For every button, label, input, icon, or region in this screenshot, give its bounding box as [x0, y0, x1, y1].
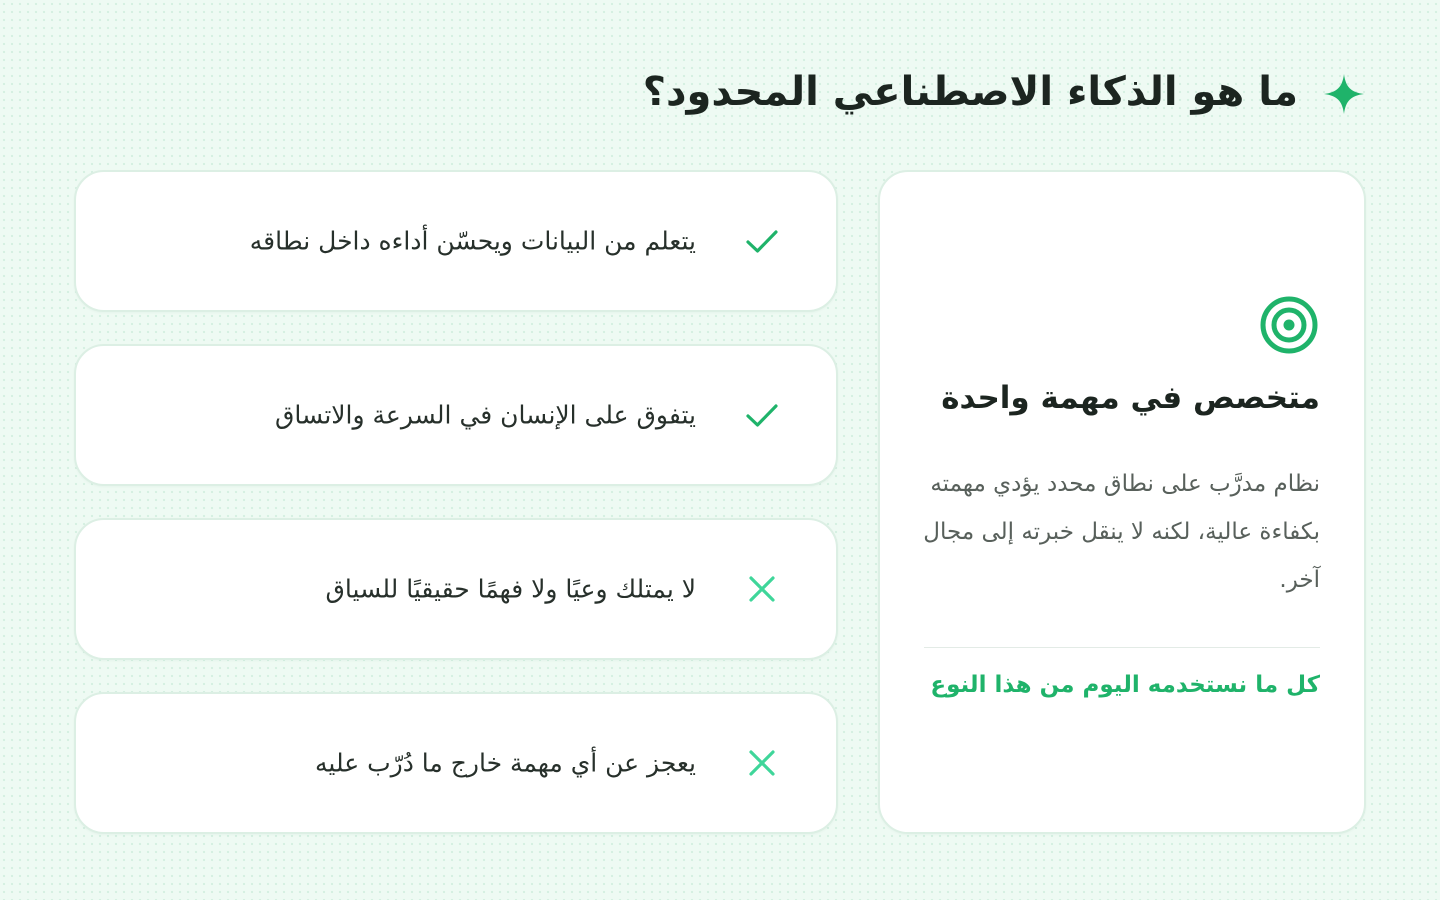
card-title: متخصص في مهمة واحدة [941, 380, 1320, 416]
feature-item [74, 344, 838, 486]
cross-icon [744, 571, 780, 607]
check-icon [744, 223, 780, 259]
card-link[interactable]: كل ما نستخدمه اليوم من هذا النوع [930, 672, 1320, 698]
feature-item [74, 170, 838, 312]
narrow-ai-card [878, 170, 1366, 834]
card-description: نظام مدرَّب على نطاق محدد يؤدي مهمته بكفاءة عالية، لكنه لا ينقل خبرته إلى مجال آخر. [923, 471, 1320, 593]
sparkle-icon [1322, 64, 1366, 120]
feature-text: يتفوق على الإنسان في السرعة والاتساق [275, 400, 696, 430]
card-divider [924, 647, 1320, 648]
feature-text: لا يمتلك وعيًا ولا فهمًا حقيقيًا للسياق [325, 574, 696, 604]
feature-text: يعجز عن أي مهمة خارج ما دُرّب عليه [315, 748, 696, 778]
features-list [74, 170, 838, 866]
cross-icon [744, 745, 780, 781]
feature-item [74, 692, 838, 834]
page-header [643, 60, 1366, 124]
feature-item [74, 518, 838, 660]
check-icon [744, 397, 780, 433]
page-title: ما هو الذكاء الاصطناعي المحدود؟ [642, 69, 1298, 115]
target-icon [1258, 294, 1320, 356]
feature-text: يتعلم من البيانات ويحسّن أداءه داخل نطاقه [249, 226, 696, 256]
